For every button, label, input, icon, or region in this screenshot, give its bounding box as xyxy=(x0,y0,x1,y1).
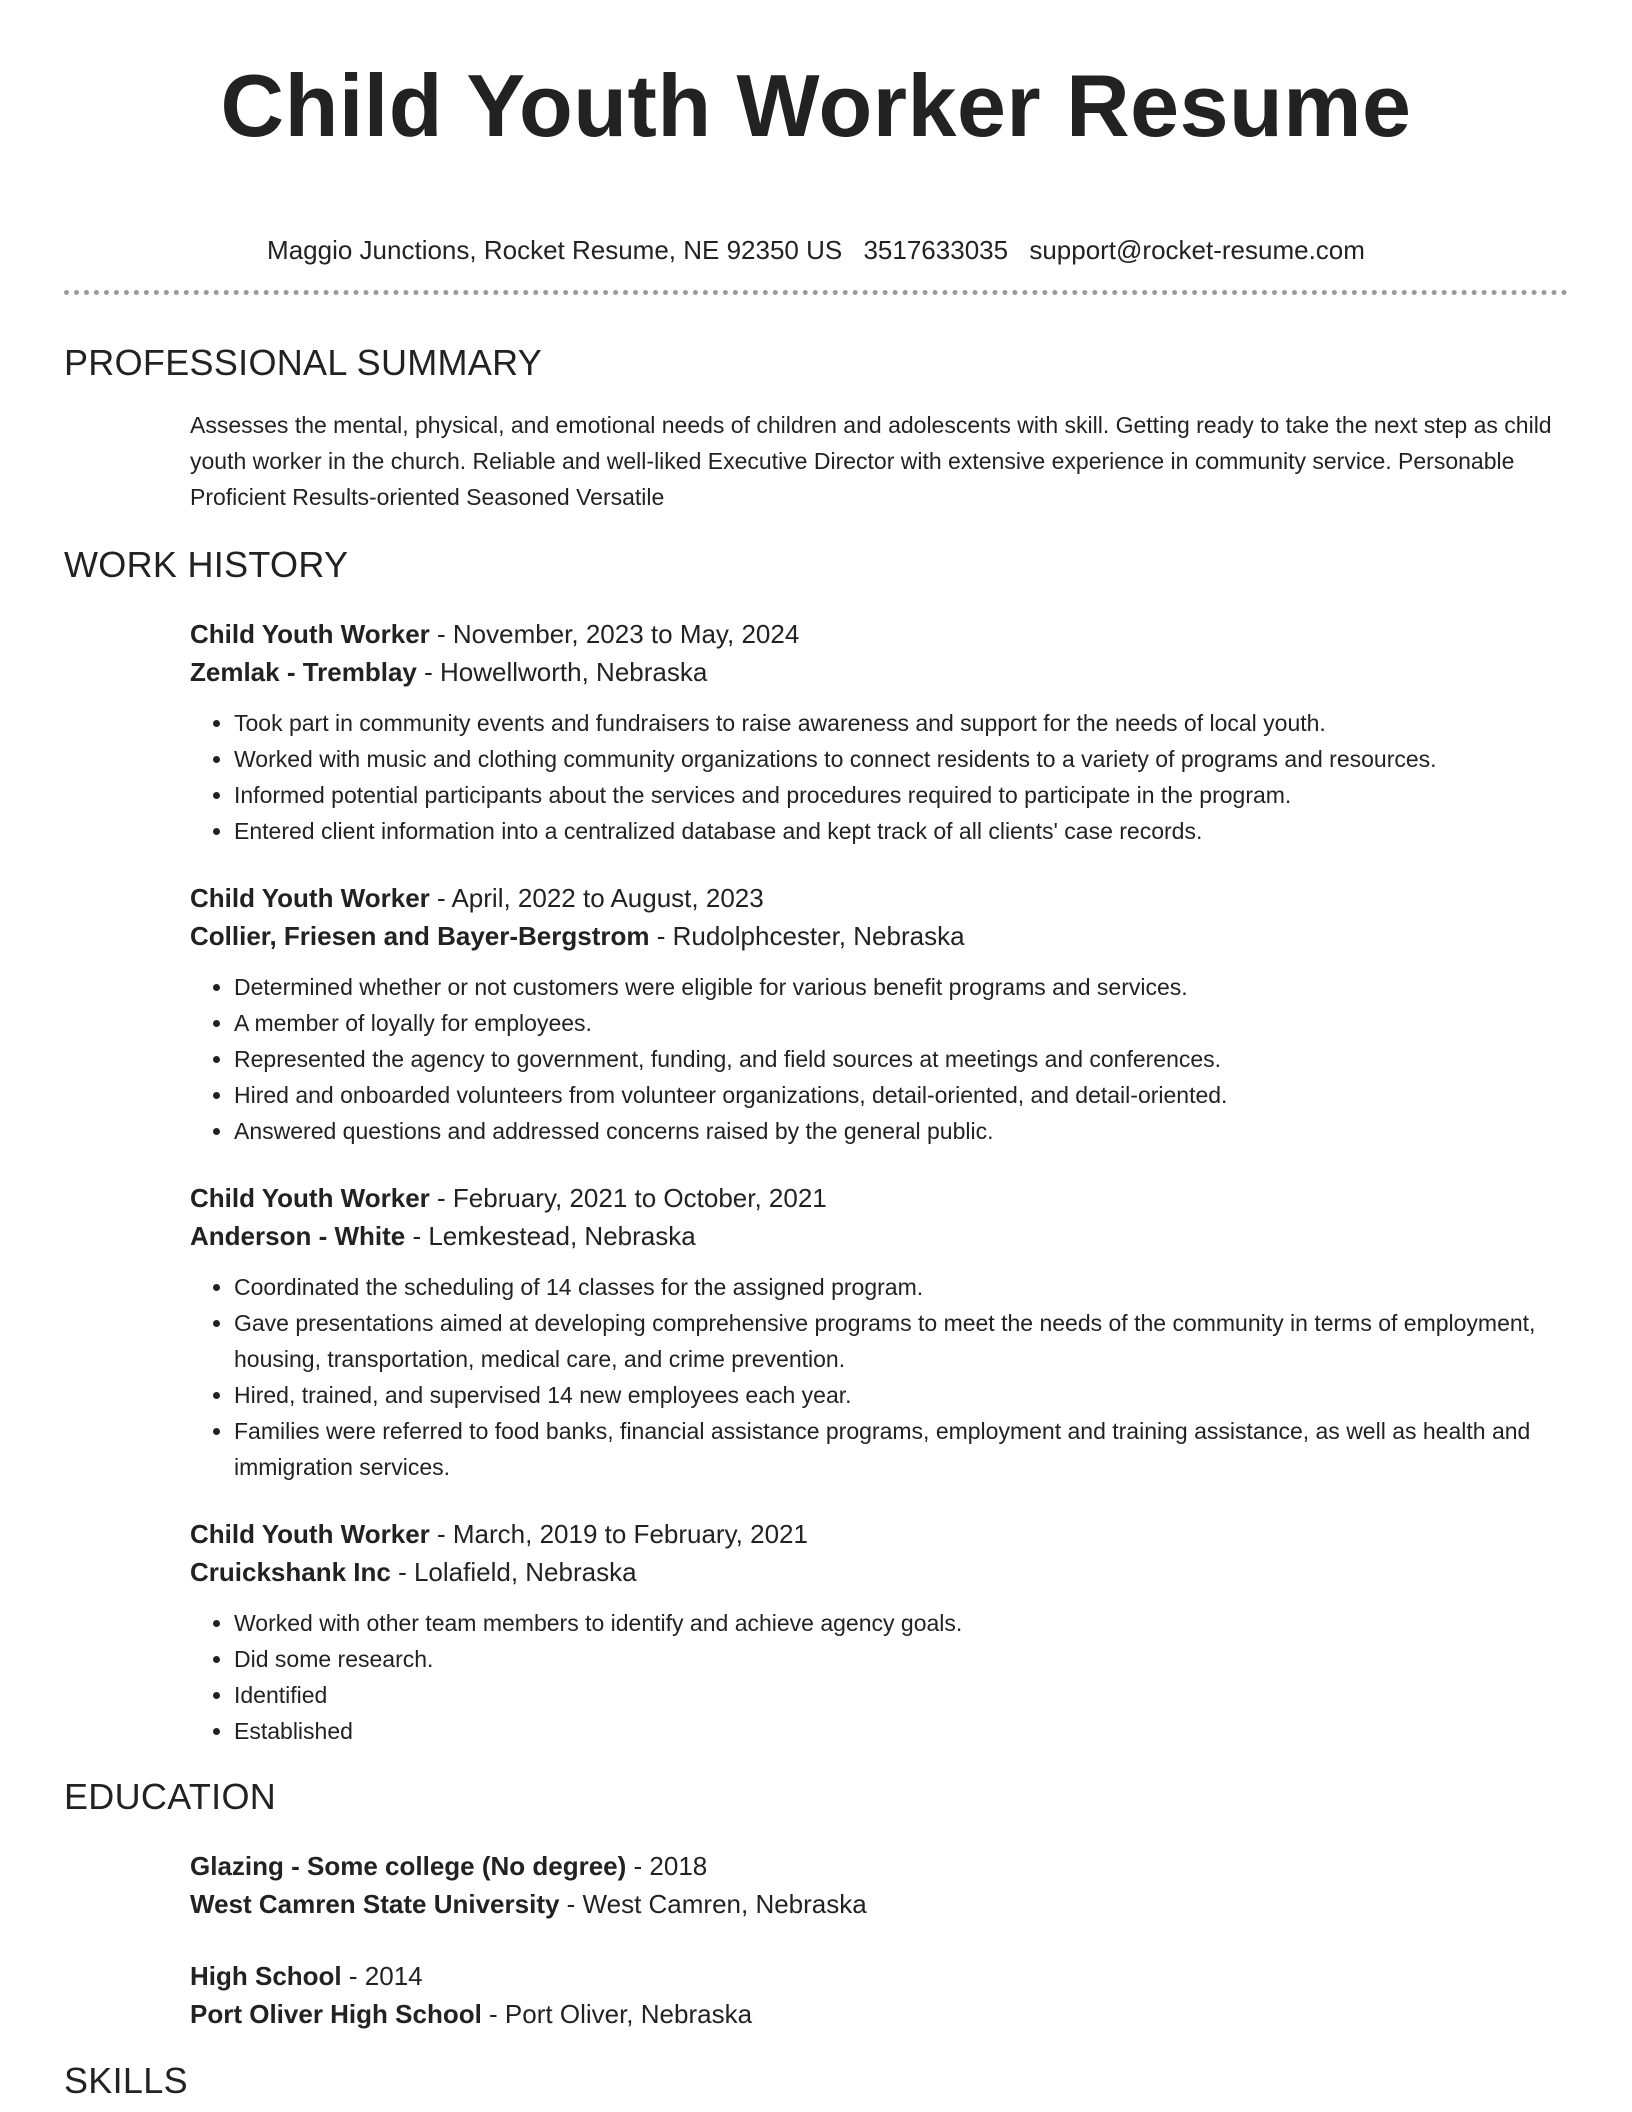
job-entry xyxy=(190,1515,1568,1749)
education-degree-line xyxy=(190,1957,1568,1995)
contact-address: Maggio Junctions, Rocket Resume, NE 92350 US xyxy=(267,235,843,265)
education-school: Port Oliver High School xyxy=(190,1999,482,2029)
job-bullet: • Determined whether or not customers were eligible for various benefit programs and services. xyxy=(234,969,1568,1005)
education-degree-line xyxy=(190,1847,1568,1885)
job-role-line xyxy=(190,879,1568,917)
job-company: Zemlak - Tremblay xyxy=(190,657,417,687)
job-bullet: • Worked with music and clothing community organizations to connect residents to a variety of programs and resources. xyxy=(234,741,1568,777)
job-role-line xyxy=(190,1179,1568,1217)
education-location: - West Camren, Nebraska xyxy=(559,1889,867,1919)
contact-email: support@rocket-resume.com xyxy=(1029,235,1365,265)
job-dates: - February, 2021 to October, 2021 xyxy=(429,1183,827,1213)
job-role: Child Youth Worker xyxy=(190,1519,430,1549)
section-title-work-history: WORK HISTORY xyxy=(64,544,349,585)
job-entry xyxy=(190,1179,1568,1485)
section-title-education: EDUCATION xyxy=(64,1776,277,1817)
education-year: - 2014 xyxy=(341,1961,423,1991)
education-location: - Port Oliver, Nebraska xyxy=(481,1999,753,2029)
job-role: Child Youth Worker xyxy=(190,1183,430,1213)
job-bullet: • Gave presentations aimed at developing comprehensive programs to meet the needs of the community in terms of employment, housing, transportation, medical care, and crime prevention. xyxy=(234,1305,1568,1377)
contact-phone: 3517633035 xyxy=(863,235,1009,265)
job-bullet: • Hired, trained, and supervised 14 new employees each year. xyxy=(234,1377,1568,1413)
job-dates: - April, 2022 to August, 2023 xyxy=(429,883,764,913)
education-degree: High School xyxy=(190,1961,342,1991)
job-bullets xyxy=(190,1269,1568,1485)
job-company: Anderson - White xyxy=(190,1221,406,1251)
job-bullet: • Entered client information into a centralized database and kept track of all clients' case records. xyxy=(234,813,1568,849)
job-bullet: • Worked with other team members to identify and achieve agency goals. xyxy=(234,1605,1568,1641)
job-company: Cruickshank Inc xyxy=(190,1557,391,1587)
job-location: - Rudolphcester, Nebraska xyxy=(649,921,965,951)
job-company-line xyxy=(190,1217,1568,1255)
job-bullet: • Established xyxy=(234,1713,1568,1749)
job-role: Child Youth Worker xyxy=(190,619,430,649)
job-company: Collier, Friesen and Bayer-Bergstrom xyxy=(190,921,650,951)
job-bullets xyxy=(190,705,1568,849)
job-bullet: • A member of loyally for employees. xyxy=(234,1005,1568,1041)
job-company-line xyxy=(190,917,1568,955)
job-bullet: • Hired and onboarded volunteers from volunteer organizations, detail-oriented, and detail-oriented. xyxy=(234,1077,1568,1113)
job-dates: - March, 2019 to February, 2021 xyxy=(429,1519,808,1549)
education-degree: Glazing - Some college (No degree) xyxy=(190,1851,627,1881)
job-bullet: • Did some research. xyxy=(234,1641,1568,1677)
job-bullet: • Coordinated the scheduling of 14 classes for the assigned program. xyxy=(234,1269,1568,1305)
education-entry xyxy=(190,1957,1568,2033)
education-entry xyxy=(190,1847,1568,1923)
header-divider xyxy=(64,290,1568,295)
job-bullet: • Informed potential participants about the services and procedures required to participate in the program. xyxy=(234,777,1568,813)
section-title-skills: SKILLS xyxy=(64,2060,188,2101)
job-bullets xyxy=(190,1605,1568,1749)
education-school: West Camren State University xyxy=(190,1889,560,1919)
job-entry xyxy=(190,879,1568,1149)
job-location: - Lolafield, Nebraska xyxy=(390,1557,637,1587)
education-year: - 2018 xyxy=(626,1851,708,1881)
job-bullet: • Represented the agency to government, funding, and field sources at meetings and conferences. xyxy=(234,1041,1568,1077)
job-entry xyxy=(190,615,1568,849)
job-role: Child Youth Worker xyxy=(190,883,430,913)
job-location: - Lemkestead, Nebraska xyxy=(405,1221,696,1251)
job-bullet: • Families were referred to food banks, financial assistance programs, employment and training assistance, as well as health and immigration services. xyxy=(234,1413,1568,1485)
job-bullet: • Took part in community events and fundraisers to raise awareness and support for the needs of local youth. xyxy=(234,705,1568,741)
section-title-summary: PROFESSIONAL SUMMARY xyxy=(64,342,543,383)
contact-line xyxy=(64,234,1568,266)
job-bullet: • Identified xyxy=(234,1677,1568,1713)
job-bullet: • Answered questions and addressed concerns raised by the general public. xyxy=(234,1113,1568,1149)
job-role-line xyxy=(190,615,1568,653)
education-school-line xyxy=(190,1885,1568,1923)
education-school-line xyxy=(190,1995,1568,2033)
job-bullets xyxy=(190,969,1568,1149)
job-location: - Howellworth, Nebraska xyxy=(416,657,708,687)
job-company-line xyxy=(190,653,1568,691)
job-dates: - November, 2023 to May, 2024 xyxy=(429,619,800,649)
job-role-line xyxy=(190,1515,1568,1553)
job-company-line xyxy=(190,1553,1568,1591)
resume-title: Child Youth Worker Resume xyxy=(220,56,1412,155)
summary-text: Assesses the mental, physical, and emotional needs of children and adolescents with skill. Getting ready to take the next step as child youth worker in the church. Reliable and well-liked Executive Director with extensive experience in community service. Personable Proficient Results-oriented Seasoned Versatile xyxy=(190,412,1552,510)
